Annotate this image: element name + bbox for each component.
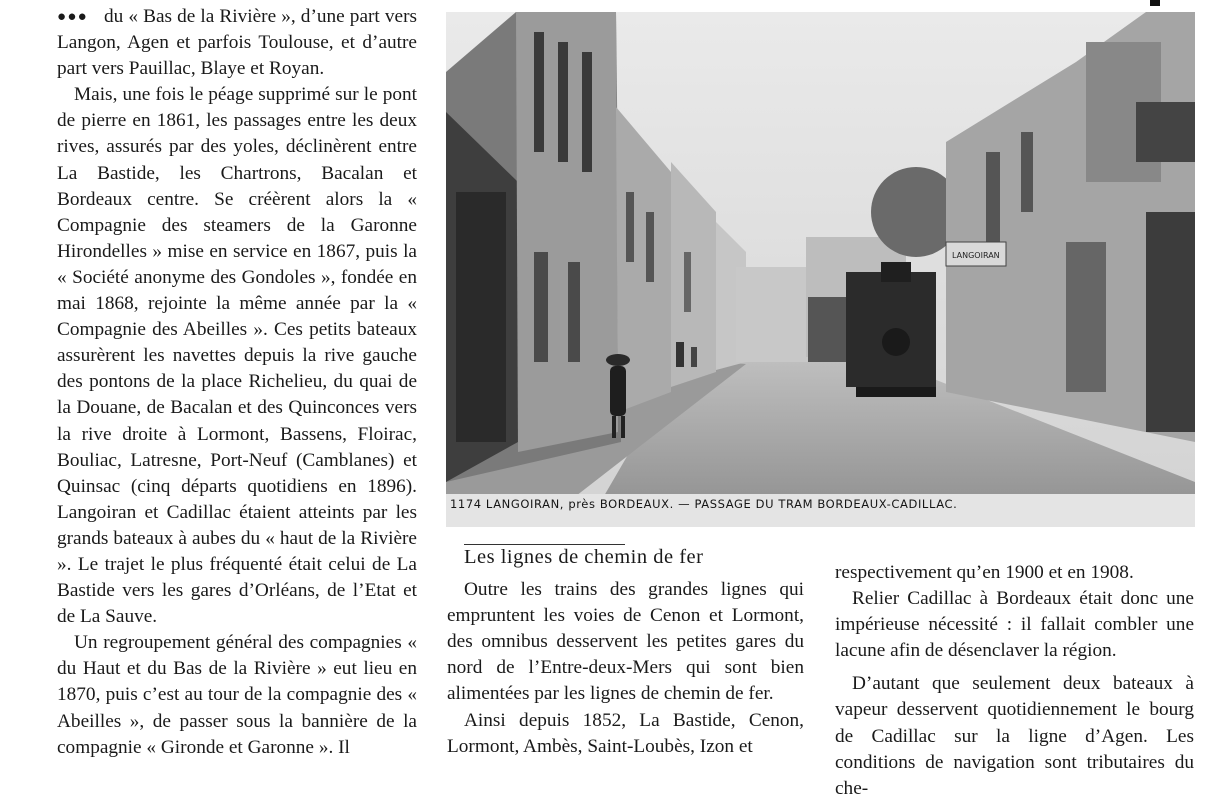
article-column-left: [57, 4, 417, 761]
paragraph: Ainsi depuis 1852, La Bastide, Cenon, Lormont, Ambès, Saint-Loubès, Izon et: [447, 709, 804, 757]
paragraph: Un regroupement général des compagnies « du Haut et du Bas de la Rivière » eut lieu en 1870, puis c’est au tour de la compagnie des « Abeilles », de passer sous la bannière de la compagnie « Gironde et Garonne ». Il: [57, 632, 417, 758]
paragraph-text: du « Bas de la Rivière », d’une part vers Langon, Agen et parfois Toulouse, et d’autre part vers Pauillac, Blaye et Royan.: [57, 6, 417, 80]
paragraph: Mais, une fois le péage supprimé sur le pont de pierre en 1861, les passages entre les deux rives, assurés par des yoles, déclinèrent entre La Bastide, les Chartrons, Bacalan et Bordeaux centre. Se créèrent alors la « Compagnie des steamers de la Garonne Hirondelles » mise en service en 1867, puis la « Société anonyme des Gondoles », fondée en mai 1868, rejointe la même année par la « Compagnie des Abeilles ». Ces petits bateaux assurèrent les navettes depuis la rive gauche des pontons de la place Richelieu, du quai de la Douane, de Bacalan et des Quinconces vers la rive droite à Lormont, Bassens, Floirac, Bouliac, Latresne, Port-Neuf (Camblanes) et Quinsac (cinq départs quotidiens en 1896). Langoiran et Cadillac étaient atteints par les grands bateaux à aubes du « haut de la Rivière ». Le trajet le plus fréquenté était celui de La Bastide vers les gares d’Orléans, de l’Etat et de La Sauve.: [57, 84, 417, 628]
article-column-right: [835, 560, 1194, 802]
shop-sign: LANGOIRAN: [952, 251, 1000, 260]
paragraph-continuation: [57, 4, 417, 82]
postcard-image: [446, 12, 1195, 527]
page-edge-mark: [1150, 0, 1160, 6]
paragraph: Relier Cadillac à Bordeaux était donc une impérieuse nécessité : il fallait combler une lacune afin de désenclaver la région.: [835, 588, 1194, 662]
historic-postcard-photo: [446, 12, 1195, 527]
section-heading: Les lignes de chemin de fer: [464, 546, 704, 568]
continuation-dots-icon: ●●●: [57, 9, 88, 25]
paragraph: Outre les trains des grandes lignes qui empruntent les voies de Cenon et Lormont, des omnibus desservent les petites gares du nord de l’Entre-deux-Mers qui sont bien alimentées par les lignes de chemin de fer.: [447, 579, 804, 705]
postcard-caption: 1174 LANGOIRAN, près BORDEAUX. — PASSAGE DU TRAM BORDEAUX-CADILLAC.: [450, 497, 958, 511]
paragraph: D’autant que seulement deux bateaux à vapeur desservent quotidiennement le bourg de Cadillac sur la ligne d’Agen. Les conditions de navigation sont tributaires du che-: [835, 673, 1194, 799]
paragraph-continuation: respectivement qu’en 1900 et en 1908.: [835, 562, 1134, 583]
article-column-middle: [447, 534, 804, 760]
